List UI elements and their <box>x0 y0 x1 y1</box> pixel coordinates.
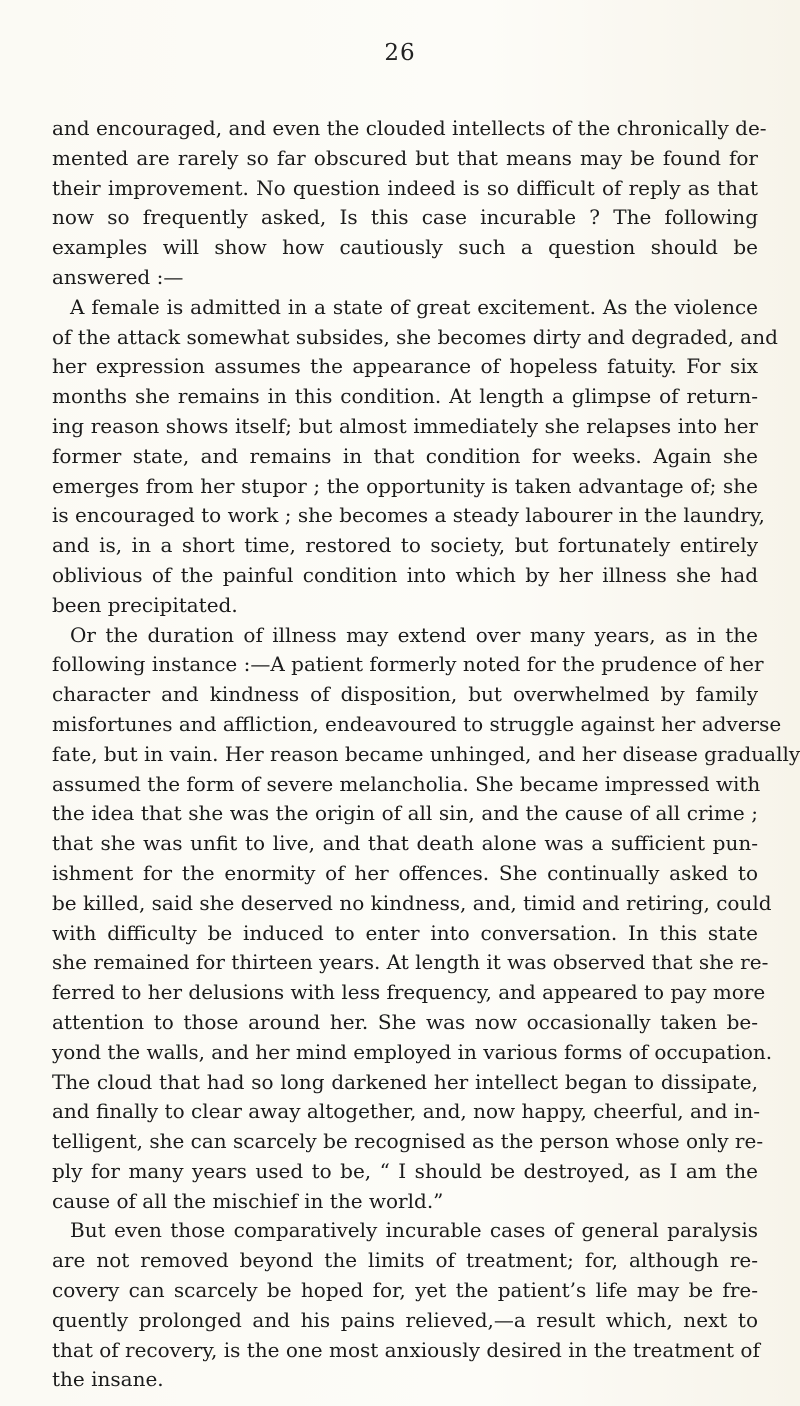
text-line: and is, in a short time, restored to society, but fortunately entirely <box>52 533 758 558</box>
text-line: But even those comparatively incurable cases of general paralysis <box>70 1218 758 1243</box>
text-line: answered :— <box>52 264 184 289</box>
text-line: with difficulty be induced to enter into conversation. In this state <box>52 920 758 945</box>
text-line: the idea that she was the origin of all sin, and the cause of all crime ; <box>52 801 758 826</box>
text-line: following instance :—A patient formerly noted for the prudence of her <box>52 652 764 677</box>
text-line: Or the duration of illness may extend over many years, as in the <box>70 622 758 647</box>
text-line: telligent, she can scarcely be recognised as the person whose only re- <box>52 1129 764 1154</box>
text-line: mented are rarely so far obscured but that means may be found for <box>52 145 758 170</box>
text-line: months she remains in this condition. At length a glimpse of return- <box>52 384 758 409</box>
page-number: 26 <box>384 40 416 66</box>
text-line: covery can scarcely be hoped for, yet the patient’s life may be fre- <box>52 1278 758 1303</box>
text-line: ishment for the enormity of her offences. She continually asked to <box>52 860 758 885</box>
body-text <box>52 114 800 1395</box>
text-line: A female is admitted in a state of great excitement. As the violence <box>70 294 758 319</box>
text-line: that of recovery, is the one most anxiously desired in the treatment of <box>52 1337 760 1362</box>
text-line: examples will show how cautiously such a question should be <box>52 235 758 260</box>
text-line: quently prolonged and his pains relieved,—a result which, next to <box>52 1307 758 1332</box>
text-line: ply for many years used to be, “ I should be destroyed, as I am the <box>52 1158 758 1183</box>
text-line: former state, and remains in that condition for weeks. Again she <box>52 443 758 468</box>
text-line: her expression assumes the appearance of hopeless fatuity. For six <box>52 354 758 379</box>
text-line: of the attack somewhat subsides, she becomes dirty and degraded, and <box>52 324 778 349</box>
text-line: been precipitated. <box>52 592 238 617</box>
text-line: she remained for thirteen years. At length it was observed that she re- <box>52 950 769 975</box>
text-line: assumed the form of severe melancholia. She became impressed with <box>52 771 761 796</box>
text-line: attention to those around her. She was now occasionally taken be- <box>52 1009 758 1034</box>
text-line: be killed, said she deserved no kindness, and, timid and retiring, could <box>52 890 772 915</box>
text-line: that she was unfit to live, and that death alone was a sufficient pun- <box>52 831 758 856</box>
text-line: now so frequently asked, Is this case incurable ? The following <box>52 205 758 230</box>
text-line: misfortunes and affliction, endeavoured to struggle against her adverse <box>52 711 782 736</box>
text-line: is encouraged to work ; she becomes a steady labourer in the laundry, <box>52 503 765 528</box>
text-line: yond the walls, and her mind employed in various forms of occupation. <box>52 1039 773 1064</box>
text-line: The cloud that had so long darkened her intellect began to dissipate, <box>52 1069 758 1094</box>
text-line: emerges from her stupor ; the opportunity is taken advantage of; she <box>52 473 758 498</box>
text-line: ferred to her delusions with less frequency, and appeared to pay more <box>52 980 766 1005</box>
text-line: cause of all the mischief in the world.” <box>52 1188 444 1213</box>
text-line: fate, but in vain. Her reason became unhinged, and her disease gradually <box>52 741 800 766</box>
text-line: and encouraged, and even the clouded intellects of the chronically de- <box>52 116 767 140</box>
text-line: their improvement. No question indeed is so difficult of reply as that <box>52 175 758 200</box>
text-line: the insane. <box>52 1367 164 1392</box>
text-line: are not removed beyond the limits of treatment; for, although re- <box>52 1248 758 1273</box>
text-line: character and kindness of disposition, but overwhelmed by family <box>52 682 758 707</box>
text-line: ing reason shows itself; but almost immediately she relapses into her <box>52 413 758 438</box>
text-line: oblivious of the painful condition into which by her illness she had <box>52 562 758 587</box>
text-line: and finally to clear away altogether, and, now happy, cheerful, and in- <box>52 1099 760 1124</box>
